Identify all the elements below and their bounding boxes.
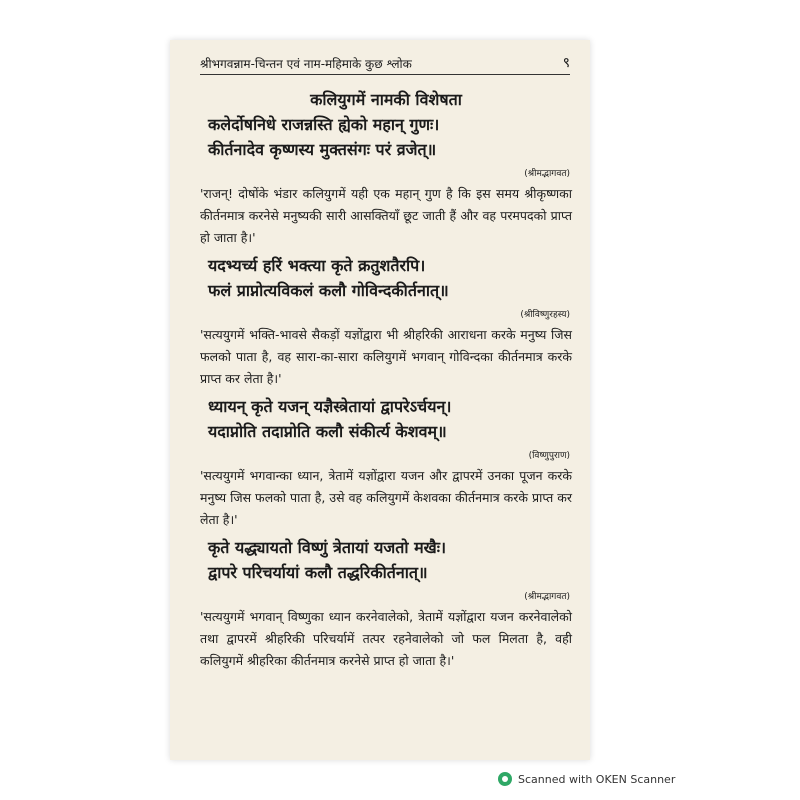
verse-line: कीर्तनादेव कृष्णस्य मुक्तसंगः परं व्रजेत्॥ bbox=[208, 140, 437, 159]
verse-line: फलं प्राप्नोत्यविकलं कलौ गोविन्दकीर्तनात्॥ bbox=[208, 281, 449, 300]
scanner-logo-icon bbox=[498, 772, 512, 786]
section-3 bbox=[200, 394, 572, 531]
verse-line: द्वापरे परिचर्यायां कलौ तद्धरिकीर्तनात्॥ bbox=[208, 563, 428, 582]
page-content bbox=[200, 88, 572, 676]
section-4 bbox=[200, 535, 572, 672]
verse-source: (श्रीमद्भागवत) bbox=[524, 592, 570, 602]
verse-line: यदभ्यर्च्य हरिं भक्त्या कृते क्रतुशतैरपि। bbox=[208, 256, 426, 275]
verse-translation: 'सत्ययुगमें भगवान्का ध्यान, त्रेतामें यज्ञोंद्वारा यजन और द्वापरमें उनका पूजन करके मनुष्य जिस फलको पाता है, उसे वह कलियुगमें केशवका कीर्तनमात्र करके प्राप्त कर लेता है।' bbox=[200, 468, 572, 527]
verse-line: कृते यद्ध्यायतो विष्णुं त्रेतायां यजतो मखैः। bbox=[208, 538, 447, 557]
running-title: श्रीभगवन्नाम-चिन्तन एवं नाम-महिमाके कुछ श्लोक bbox=[200, 57, 412, 71]
section-heading: कलियुगमें नामकी विशेषता bbox=[310, 90, 462, 109]
verse-source: (श्रीमद्भागवत) bbox=[524, 169, 570, 179]
verse-translation: 'सत्ययुगमें भगवान् विष्णुका ध्यान करनेवालेको, त्रेतामें यज्ञोंद्वारा यजन करनेवालेको तथा द्वापरमें श्रीहरिकी परिचर्यामें तत्पर रहनेवालेको जो फल मिलता है, वही कलियुगमें श्रीहरिका कीर्तनमात्र करनेसे प्राप्त हो जाता है।' bbox=[200, 609, 572, 668]
page-header bbox=[200, 50, 570, 75]
scanner-watermark bbox=[498, 772, 675, 786]
verse-line: कलेर्दोषनिधे राजन्नस्ति ह्येको महान् गुणः। bbox=[208, 115, 440, 134]
verse-translation: 'राजन्! दोषोंके भंडार कलियुगमें यही एक महान् गुण है कि इस समय श्रीकृष्णका कीर्तनमात्र करनेसे मनुष्यकी सारी आसक्तियाँ छूट जाती हैं और वह परमपदको प्राप्त हो जाता है।' bbox=[200, 186, 572, 245]
section-1 bbox=[200, 112, 572, 249]
book-page bbox=[170, 40, 590, 760]
verse-source: (विष्णुपुराण) bbox=[528, 451, 570, 461]
section-2 bbox=[200, 253, 572, 390]
verse-translation: 'सत्ययुगमें भक्ति-भावसे सैकड़ों यज्ञोंद्वारा भी श्रीहरिकी आराधना करके मनुष्य जिस फलको पाता है, वह सारा-का-सारा कलियुगमें भगवान् गोविन्दका कीर्तनमात्र करके प्राप्त कर लेता है।' bbox=[200, 327, 572, 386]
verse-line: ध्यायन् कृते यजन् यज्ञैस्त्रेतायां द्वापरेऽर्चयन्। bbox=[208, 397, 452, 416]
scanner-text: Scanned with OKEN Scanner bbox=[518, 772, 676, 786]
page-number: ९ bbox=[562, 55, 570, 71]
verse-line: यदाप्नोति तदाप्नोति कलौ संकीर्त्य केशवम्॥ bbox=[208, 422, 447, 441]
verse-source: (श्रीविष्णुरहस्य) bbox=[520, 310, 570, 320]
